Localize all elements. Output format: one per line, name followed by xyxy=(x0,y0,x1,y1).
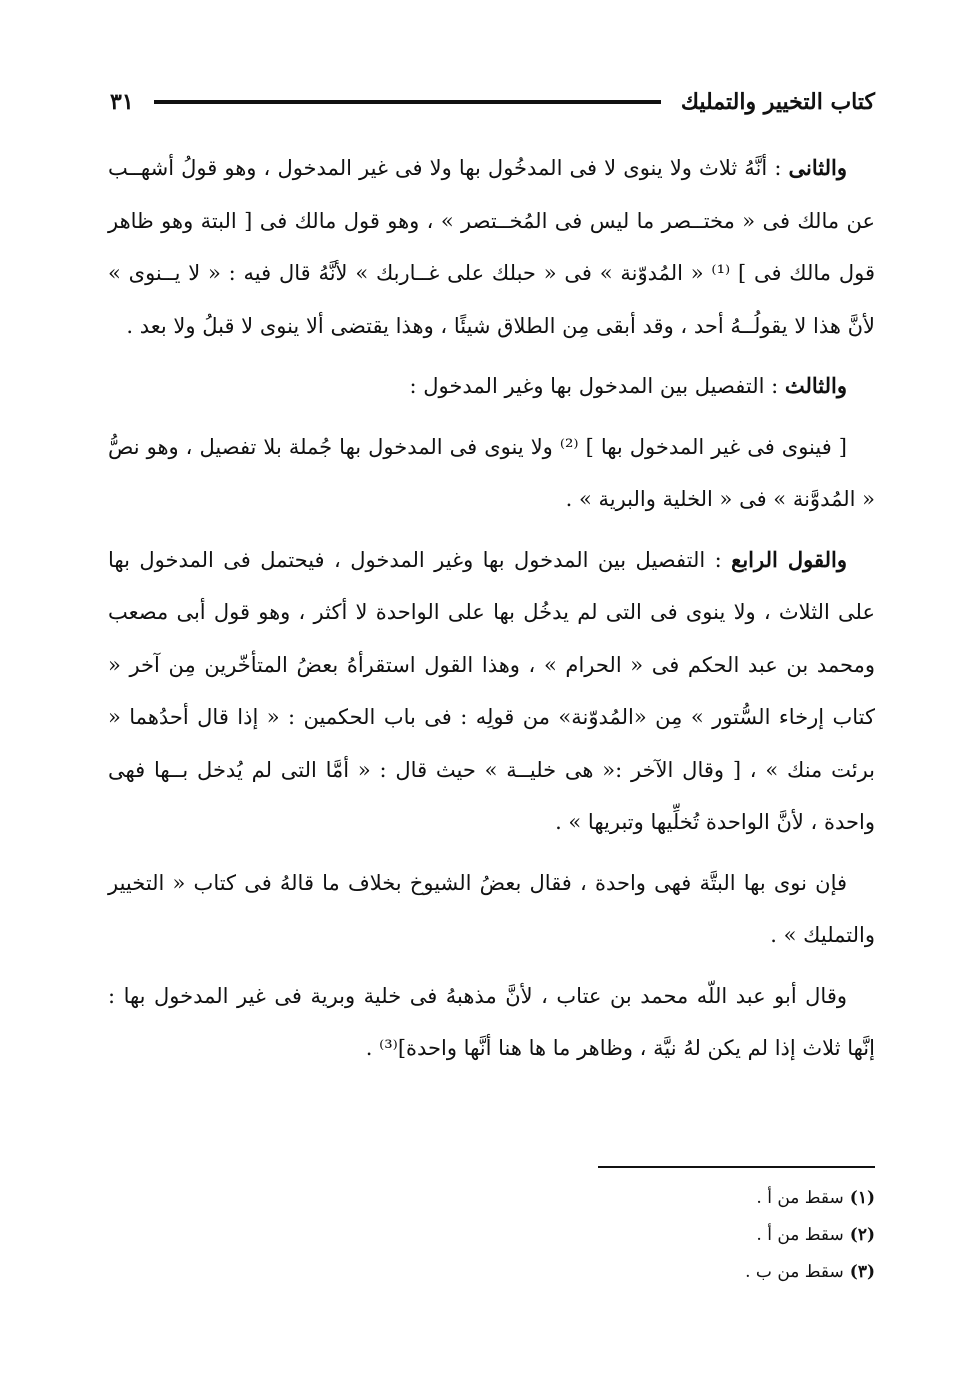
footnote-item xyxy=(560,1217,875,1254)
paragraph-batta xyxy=(108,857,875,962)
paragraph-lead: والثالث xyxy=(784,373,847,398)
paragraph-third-detail xyxy=(108,421,875,526)
paragraph-third-opinion xyxy=(108,360,875,413)
paragraph-text: : التفصيل بين المدخول بها وغير المدخول ، فيحتمل فى المدخول بها على الثلاث ، ولا ينوى فى التى لم يدخُل بها على الواحدة لا أكثر ، وهو قول أبى مصعب ومحمد بن عبد الحكم فى « الحرام » ، وهذا القول استقرأهُ بعضُ المتأخّرين مِن آخر « كتاب إرخاء السُّتور » مِن «المُدوّنة» من قولِه : فى باب الحكمين : « إذا قال أحدُهما « برئت منك » ، [ وقال الآخر :« هى خليــة » حيث قال : « أمَّا التى لم يُدخل بــها فهى واحدة ، لأنَّ الواحدة تُخلِّيها وتبريها » . xyxy=(108,547,875,834)
paragraph-second-opinion xyxy=(108,142,875,352)
footnote-text: سقط من أ . xyxy=(756,1188,844,1208)
footnotes xyxy=(560,1180,875,1291)
footnote-number: (١) xyxy=(849,1188,875,1208)
footnote-item xyxy=(560,1180,875,1217)
paragraph-text: فإن نوى بها البتَّة فهى واحدة ، فقال بعضُ الشيوخ بخلاف ما قالهُ فى كتاب « التخيير والتمليك » . xyxy=(108,870,875,947)
footnote-text: سقط من ب . xyxy=(745,1262,844,1282)
paragraph-text: : أنَّهُ ثلاث ولا ينوى لا فى المدخُول بها ولا فى غير المدخول ، وهو قولُ أشهــب عن مالك فى « مختــصر ما ليس فى المُخــتصر » ، وهو قول مالك فى [ البتة وهو ظاهر قول مالك فى ] ⁽¹⁾ « المُدوّنة » فى « حبلك على غــاربك » لأنَّهُ قال فيه : « لا يــنوى » لأنَّ هذا لا يقولُــهُ أحد ، وقد أبقى مِن الطلاق شيئًا ، وهذا يقتضى ألا ينوى لا قبلُ ولا بعد . xyxy=(108,156,875,338)
header-rule xyxy=(154,100,661,104)
footnote-number: (٣) xyxy=(849,1262,875,1282)
paragraph-ibn-attab xyxy=(108,970,875,1075)
main-text xyxy=(108,142,875,1083)
footnote-separator xyxy=(598,1166,875,1168)
footnote-text: سقط من أ . xyxy=(756,1225,844,1245)
paragraph-text: : التفصيل بين المدخول بها وغير المدخول : xyxy=(409,374,785,398)
paragraph-lead: والقول الرابع xyxy=(731,546,848,572)
running-title: كتاب التخيير والتمليك xyxy=(680,89,875,115)
page-number: ٣١ xyxy=(110,89,134,115)
paragraph-lead: والثانى xyxy=(788,155,847,180)
footnote-item xyxy=(560,1254,875,1291)
page-header xyxy=(110,82,875,122)
paragraph-text: [ فينوى فى غير المدخول بها ] ⁽²⁾ ولا ينوى فى المدخول بها جُملة بلا تفصيل ، وهو نصُّ « المُدوَّنة » فى « الخلية والبرية » . xyxy=(108,434,875,511)
footnote-number: (٢) xyxy=(849,1225,875,1245)
paragraph-fourth-opinion xyxy=(108,534,875,849)
paragraph-text: وقال أبو عبد اللّه محمد بن عتاب ، لأنَّ مذهبهُ فى خلية وبرية فى غير المدخول بها : إنَّها ثلاث إذا لم يكن لهُ نيَّة ، وظاهر ما ها هنا أنَّها واحدة]⁽³⁾ . xyxy=(108,983,875,1060)
